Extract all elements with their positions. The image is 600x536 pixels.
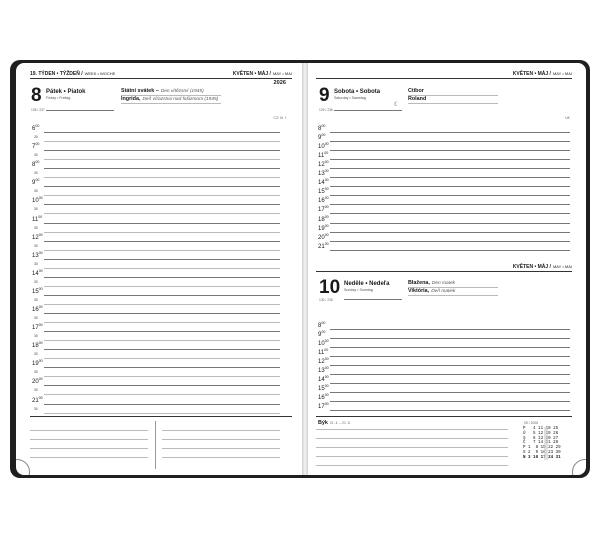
day-name: Pátek • Piatok [46, 89, 86, 95]
hour-number: 9 [32, 180, 36, 187]
day-underline [334, 110, 402, 111]
hour-sup: 00 [321, 321, 326, 325]
event-note: Den matek [431, 281, 456, 286]
hour-number: 11 [318, 350, 325, 357]
header-rule [30, 78, 292, 79]
hour-sup: 00 [324, 214, 329, 219]
mini-cal-day: N [523, 455, 526, 460]
hour-number: 16 [32, 307, 39, 313]
hour-sup: 00 [38, 359, 43, 364]
corner-mark [572, 459, 586, 475]
hour-label [318, 142, 329, 150]
hour-label [32, 251, 43, 259]
hour-label [32, 305, 43, 313]
half-hour-rule [44, 159, 280, 160]
hour-sup: 00 [38, 196, 43, 201]
hour-sup: 00 [321, 124, 326, 128]
hour-sup: 00 [324, 366, 329, 371]
hour-label [32, 323, 43, 331]
notes-top-rule [30, 416, 292, 417]
event-underline [121, 103, 221, 104]
hour-label [318, 224, 329, 232]
hour-rule [44, 150, 280, 151]
header-rule [316, 78, 572, 79]
hour-rule [330, 329, 570, 330]
hour-number: 21 [318, 243, 325, 250]
hour-sup: 00 [38, 232, 43, 237]
event-note: Den vítězství (1945) [160, 89, 204, 94]
hour-number: 20 [318, 234, 325, 241]
month-header [513, 264, 572, 270]
hour-label [318, 233, 329, 241]
mini-cal-nums: 6 13 20 27 [525, 436, 559, 441]
hour-rule [44, 132, 280, 133]
hour-rule [330, 132, 570, 133]
half-hour-label: 30 [34, 207, 38, 212]
note-line [30, 448, 148, 449]
half-hour-rule [44, 268, 280, 269]
hour-rule [330, 365, 570, 366]
half-hour-label: 30 [34, 297, 38, 302]
half-hour-rule [44, 304, 280, 305]
hour-number: 13 [32, 252, 39, 259]
hour-sup: 00 [38, 286, 43, 291]
note-line [162, 439, 280, 440]
event-title: Viktória, [408, 288, 430, 294]
hour-number: 19 [318, 225, 325, 232]
half-hour-rule [44, 376, 280, 377]
hour-label [32, 215, 42, 223]
hour-sup: 00 [324, 232, 329, 237]
hour-rule [44, 404, 280, 405]
hour-sup: 00 [324, 196, 329, 201]
note-line [162, 430, 280, 431]
half-hour-label: 30 [34, 243, 38, 248]
hour-label [32, 341, 43, 349]
hour-rule [330, 223, 570, 224]
hour-sup: 00 [321, 133, 326, 138]
hour-rule [330, 204, 570, 205]
hour-number: 18 [318, 216, 325, 223]
hour-number: 14 [32, 270, 39, 277]
day-index: 128 / 237 [31, 108, 45, 112]
half-hour-label: 30 [34, 388, 38, 393]
event-note: Deň matiek [431, 289, 456, 294]
hour-rule [44, 259, 280, 260]
day-name: Neděle • Nedeľa [344, 281, 390, 287]
hour-sup: 00 [35, 124, 40, 128]
hour-number: 11 [32, 216, 39, 223]
zodiac-label: Býk [318, 420, 328, 426]
event-line [121, 96, 218, 102]
hour-rule [330, 347, 570, 348]
hour-number: 12 [318, 162, 325, 169]
hour-label [318, 375, 329, 383]
hour-number: 6 [32, 126, 36, 132]
note-line [30, 439, 148, 440]
half-hour-rule [44, 250, 280, 251]
hour-label [32, 377, 43, 385]
month-header-sub: MAY • MAI [272, 71, 292, 76]
hour-rule [330, 250, 570, 251]
moon-icon: ☾ [394, 102, 400, 108]
half-hour-label: 30 [34, 135, 38, 139]
year-label: 2026 [273, 80, 286, 86]
corner-mark [16, 459, 30, 475]
note-line [162, 448, 280, 449]
hour-number: 15 [318, 386, 325, 393]
event-underline [408, 295, 498, 296]
week-header [30, 71, 115, 77]
hour-label [318, 339, 329, 347]
hour-label [32, 269, 43, 277]
hour-label [318, 366, 329, 374]
hour-sup: 00 [324, 205, 329, 210]
hour-rule [44, 295, 280, 296]
hour-sup: 00 [324, 384, 329, 389]
half-hour-rule [44, 232, 280, 233]
half-hour-label: 30 [34, 279, 38, 284]
note-line [316, 429, 508, 430]
hour-number: 12 [318, 359, 325, 366]
hour-rule [330, 213, 570, 214]
half-hour-rule [44, 286, 280, 287]
mini-cal-nums: 7 14 21 28 [525, 441, 559, 446]
event-title: Roland [408, 96, 427, 102]
day-number: 8 [31, 85, 42, 106]
hour-number: 18 [32, 343, 39, 350]
notes-divider [155, 421, 156, 469]
hour-number: 15 [32, 288, 39, 295]
hour-rule [44, 204, 280, 205]
hour-label [318, 384, 329, 392]
hour-rule [330, 392, 570, 393]
half-hour-rule [44, 340, 280, 341]
hour-sup: 00 [38, 323, 43, 328]
tiny-note: CZ: III. f [273, 116, 286, 120]
zodiac-dates: 21. 4. – 21. 5. [329, 421, 351, 425]
event-line [121, 88, 204, 94]
hour-sup: 00 [38, 250, 43, 255]
hour-rule [330, 374, 570, 375]
hour-label [318, 393, 329, 401]
note-line [30, 430, 148, 431]
hour-sup: 00 [38, 305, 43, 309]
hour-number: 17 [32, 325, 39, 332]
hour-number: 10 [318, 144, 325, 151]
half-hour-label: 30 [34, 261, 38, 266]
half-hour-label: 30 [34, 316, 38, 320]
hour-rule [44, 241, 280, 242]
hour-number: 14 [318, 377, 325, 384]
hour-number: 14 [318, 180, 325, 187]
hour-rule [44, 277, 280, 278]
hour-rule [330, 401, 570, 402]
half-hour-rule [44, 358, 280, 359]
hour-number: 12 [32, 234, 39, 241]
hour-sup: 00 [35, 178, 40, 183]
hour-rule [330, 241, 570, 242]
hour-label [32, 359, 43, 367]
hour-rule [330, 177, 570, 178]
hour-number: 19 [32, 361, 39, 368]
hour-label [318, 215, 329, 223]
mini-cal-day: P [523, 427, 526, 431]
mini-cal-nums: 5 12 19 26 [525, 431, 559, 436]
hour-label [32, 142, 39, 150]
mini-cal-day: P [523, 446, 526, 451]
hour-rule [330, 410, 570, 411]
day-number: 10 [319, 277, 341, 298]
event-title: Ingrida, [121, 96, 141, 102]
month-header-main: KVĚTEN • MÁJ / [232, 71, 271, 77]
hour-label [32, 124, 39, 132]
hour-sup: 00 [38, 268, 43, 273]
hour-rule [44, 313, 280, 314]
hour-sup: 00 [324, 142, 329, 147]
hour-sup: 00 [324, 241, 329, 246]
hour-number: 8 [32, 162, 36, 169]
notes-top-rule [316, 416, 572, 417]
day-index: 130 / 235 [319, 298, 333, 302]
hour-rule [330, 195, 570, 196]
half-hour-rule [44, 195, 280, 196]
hour-sup: 00 [38, 395, 43, 400]
day-sub: Saturday • Samstag [334, 96, 366, 100]
hour-rule [330, 150, 570, 151]
hour-sup: 00 [324, 402, 329, 407]
left-page [16, 63, 302, 475]
hour-label [318, 151, 328, 159]
month-header-sub: MAY • MAI [552, 71, 572, 76]
month-header-sub: MAY • MAI [552, 264, 572, 269]
hour-label [318, 402, 329, 410]
half-hour-label: 30 [34, 406, 38, 411]
hour-label [318, 348, 328, 356]
hour-number: 16 [318, 198, 325, 205]
hour-sup: 00 [35, 142, 40, 147]
hour-rule [330, 159, 570, 160]
header-rule [316, 271, 572, 272]
hour-sup: 00 [324, 357, 329, 362]
hour-rule [330, 186, 570, 187]
mini-cal-day: Č [523, 441, 526, 446]
mini-cal-title: 05 / 2026 [524, 421, 539, 425]
hour-label [32, 178, 39, 186]
month-header-main: KVĚTEN • MÁJ / [512, 264, 551, 270]
event-underline [408, 103, 498, 104]
mini-cal-day: S [523, 436, 526, 441]
hour-sup: 00 [35, 160, 40, 165]
hour-rule [44, 223, 280, 224]
mini-cal-day: Ú [523, 431, 526, 436]
mini-cal-nums: 1 8 15 22 29 [525, 446, 561, 451]
hour-sup: 00 [324, 348, 329, 353]
hour-label [318, 196, 329, 204]
half-hour-label: 30 [34, 225, 38, 230]
hour-label [318, 321, 325, 329]
day-sub: Sunday • Sonntag [344, 288, 373, 292]
hour-rule [330, 338, 570, 339]
hour-number: 20 [32, 379, 39, 386]
half-hour-rule [44, 177, 280, 178]
hour-number: 17 [318, 404, 325, 411]
hour-number: 16 [318, 395, 325, 402]
hour-label [32, 233, 43, 241]
zodiac-line [318, 420, 351, 426]
hour-sup: 00 [324, 178, 329, 183]
hour-label [318, 133, 325, 141]
hour-label [318, 187, 329, 195]
hour-number: 10 [32, 198, 39, 205]
event-title: Ctibor [408, 88, 424, 94]
day-sub: Friday • Freitag [46, 96, 71, 100]
hour-number: 21 [32, 397, 39, 404]
mini-cal-week-highlight [544, 427, 548, 460]
hour-rule [44, 385, 280, 386]
mini-cal-row [523, 456, 561, 461]
hour-number: 15 [318, 189, 325, 196]
note-line [316, 465, 508, 466]
day-index: 129 / 236 [319, 108, 333, 112]
hour-rule [44, 349, 280, 350]
half-hour-rule [44, 322, 280, 323]
half-hour-label: 30 [34, 153, 38, 158]
event-line [408, 288, 455, 294]
hour-label [318, 205, 329, 213]
hour-number: 13 [318, 171, 325, 178]
hour-sup: 00 [321, 330, 326, 335]
hour-rule [44, 168, 280, 169]
hour-number: 9 [318, 332, 322, 339]
day-number: 9 [319, 85, 330, 106]
hour-sup: 00 [324, 393, 329, 398]
event-title: Státní svátek – [121, 88, 159, 94]
month-header [233, 71, 292, 77]
hour-sup: 00 [324, 160, 329, 165]
hour-number: 13 [318, 368, 325, 375]
tiny-note: UK [565, 116, 570, 120]
hour-rule [330, 383, 570, 384]
note-line [30, 457, 148, 458]
hour-label [318, 160, 329, 168]
hour-number: 9 [318, 135, 322, 142]
half-hour-label: 30 [34, 189, 38, 194]
hour-label [318, 242, 329, 250]
hour-label [32, 160, 39, 168]
hour-number: 10 [318, 341, 325, 348]
hour-rule [44, 331, 280, 332]
hour-sup: 00 [324, 187, 329, 192]
note-line [316, 456, 508, 457]
half-hour-rule [44, 213, 280, 214]
hour-rule [330, 141, 570, 142]
half-hour-label: 30 [34, 171, 38, 176]
hour-label [318, 178, 329, 186]
note-line [316, 438, 508, 439]
right-page [308, 63, 586, 475]
event-note: Deň víťazstva nad fašizmom (1945) [142, 97, 219, 102]
hour-sup: 00 [324, 223, 329, 228]
hour-number: 11 [318, 153, 325, 160]
mini-cal-nums: 4 11 18 25 [525, 427, 559, 431]
hour-sup: 00 [324, 151, 329, 156]
event-title: Blažena, [408, 280, 430, 286]
hour-rule [330, 232, 570, 233]
hour-rule [44, 367, 280, 368]
hour-label [318, 330, 325, 338]
week-header-main: 19. TÝDEN • TÝŽDEŇ / [30, 71, 83, 77]
hour-sup: 00 [38, 341, 43, 346]
month-header [513, 71, 572, 77]
hour-label [318, 169, 329, 177]
half-hour-label: 30 [34, 352, 38, 357]
mini-cal-nums: 3 10 17 24 31 [525, 455, 561, 460]
hour-sup: 00 [38, 377, 43, 382]
hour-number: 7 [32, 144, 36, 151]
week-header-sub: WEEK • WOCHE [84, 71, 116, 76]
half-hour-rule [44, 394, 280, 395]
day-underline [46, 110, 114, 111]
hour-sup: 00 [324, 169, 329, 174]
hour-rule [330, 356, 570, 357]
note-line [316, 447, 508, 448]
half-hour-rule [44, 413, 280, 414]
half-hour-rule [44, 141, 280, 142]
hour-label [32, 287, 43, 295]
hour-number: 8 [318, 126, 322, 132]
hour-label [32, 396, 43, 404]
event-line [408, 280, 455, 286]
hour-sup: 00 [324, 375, 329, 380]
mini-cal-nums: 2 9 16 23 30 [525, 451, 561, 455]
event-line [408, 88, 424, 94]
hour-number: 8 [318, 323, 322, 329]
half-hour-label: 30 [34, 334, 38, 339]
half-hour-label: 30 [34, 370, 38, 375]
hour-rule [44, 186, 280, 187]
hour-number: 17 [318, 207, 325, 214]
note-line [162, 457, 280, 458]
hour-label [32, 196, 43, 204]
hour-rule [330, 168, 570, 169]
hour-sup: 00 [38, 214, 43, 219]
day-name: Sobota • Sobota [334, 89, 381, 95]
hour-label [318, 357, 329, 365]
mini-cal-day: S [523, 451, 526, 455]
event-line [408, 96, 426, 102]
hour-sup: 00 [324, 339, 329, 344]
day-underline [344, 299, 402, 300]
hour-label [318, 124, 325, 132]
month-header-main: KVĚTEN • MÁJ / [512, 71, 551, 77]
